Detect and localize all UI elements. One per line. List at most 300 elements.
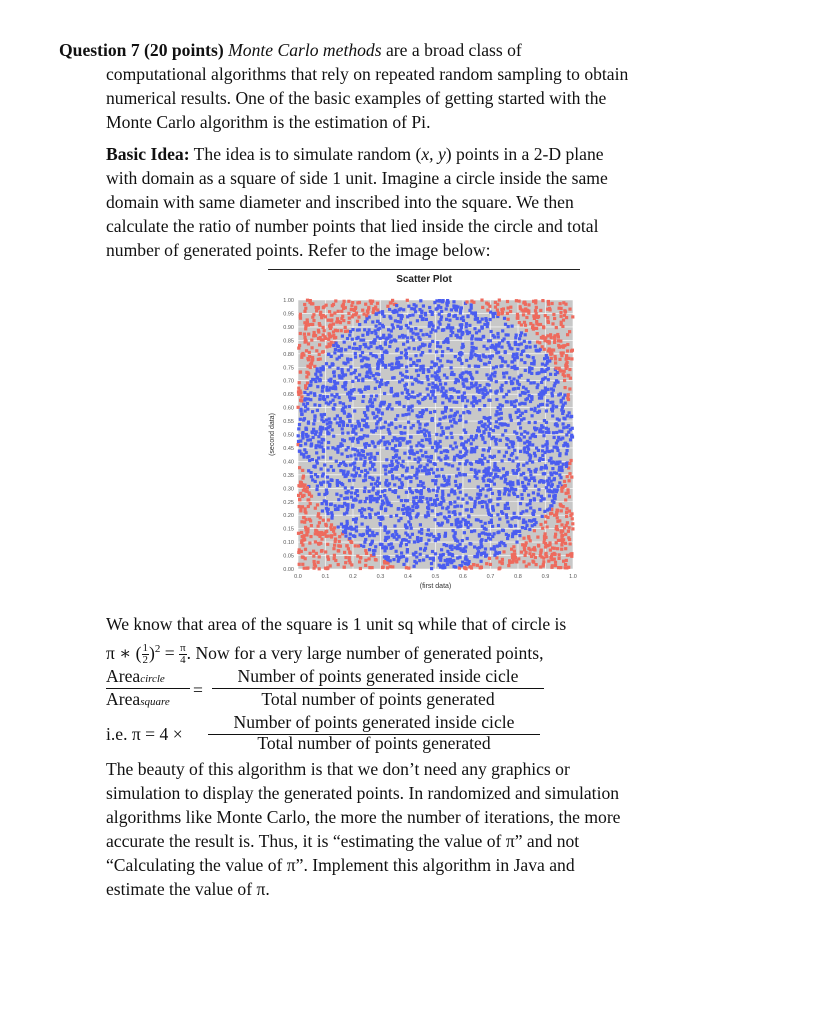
- point-inside-circle: [394, 467, 397, 470]
- point-inside-circle: [506, 537, 509, 540]
- point-inside-circle: [489, 428, 492, 431]
- point-inside-circle: [546, 508, 549, 511]
- point-inside-circle: [458, 455, 461, 458]
- point-inside-circle: [391, 323, 394, 326]
- point-inside-circle: [325, 492, 328, 495]
- point-inside-circle: [458, 512, 461, 515]
- point-inside-circle: [507, 364, 510, 367]
- point-outside-circle: [299, 509, 302, 512]
- point-inside-circle: [377, 411, 380, 414]
- point-inside-circle: [429, 349, 432, 352]
- point-inside-circle: [511, 325, 514, 328]
- point-inside-circle: [535, 468, 538, 471]
- point-inside-circle: [470, 337, 473, 340]
- point-inside-circle: [417, 347, 420, 350]
- point-inside-circle: [392, 558, 395, 561]
- point-outside-circle: [541, 299, 544, 302]
- point-inside-circle: [537, 493, 540, 496]
- point-outside-circle: [351, 315, 354, 318]
- point-outside-circle: [507, 318, 510, 321]
- point-outside-circle: [566, 475, 569, 478]
- point-inside-circle: [366, 453, 369, 456]
- point-inside-circle: [408, 511, 411, 514]
- point-inside-circle: [553, 488, 556, 491]
- point-inside-circle: [393, 394, 396, 397]
- point-outside-circle: [559, 311, 562, 314]
- point-inside-circle: [400, 437, 403, 440]
- point-outside-circle: [328, 325, 331, 328]
- point-inside-circle: [368, 534, 371, 537]
- point-inside-circle: [391, 407, 394, 410]
- point-inside-circle: [346, 508, 349, 511]
- point-inside-circle: [541, 430, 544, 433]
- point-inside-circle: [366, 408, 369, 411]
- point-outside-circle: [350, 304, 353, 307]
- point-inside-circle: [407, 421, 410, 424]
- point-outside-circle: [347, 312, 350, 315]
- point-inside-circle: [362, 339, 365, 342]
- point-inside-circle: [313, 465, 316, 468]
- point-inside-circle: [329, 456, 332, 459]
- point-inside-circle: [447, 494, 450, 497]
- point-inside-circle: [529, 470, 532, 473]
- point-inside-circle: [428, 345, 431, 348]
- point-inside-circle: [558, 473, 561, 476]
- point-outside-circle: [557, 344, 560, 347]
- point-inside-circle: [436, 357, 439, 360]
- point-outside-circle: [322, 306, 325, 309]
- point-inside-circle: [407, 347, 410, 350]
- point-outside-circle: [555, 527, 558, 530]
- point-outside-circle: [297, 406, 300, 409]
- point-inside-circle: [325, 427, 328, 430]
- point-inside-circle: [497, 406, 500, 409]
- point-inside-circle: [483, 457, 486, 460]
- point-inside-circle: [319, 374, 322, 377]
- point-inside-circle: [435, 433, 438, 436]
- point-inside-circle: [333, 374, 336, 377]
- conclusion-line: “Calculating the value of π”. Implement this algorithm in Java and: [106, 855, 575, 875]
- point-inside-circle: [562, 426, 565, 429]
- point-inside-circle: [516, 379, 519, 382]
- point-inside-circle: [520, 473, 523, 476]
- point-inside-circle: [507, 446, 510, 449]
- point-inside-circle: [498, 542, 501, 545]
- point-inside-circle: [443, 543, 446, 546]
- point-inside-circle: [419, 315, 422, 318]
- point-outside-circle: [307, 333, 310, 336]
- point-outside-circle: [567, 491, 570, 494]
- point-inside-circle: [514, 524, 517, 527]
- point-inside-circle: [363, 443, 366, 446]
- point-outside-circle: [389, 301, 392, 304]
- point-inside-circle: [343, 502, 346, 505]
- point-inside-circle: [369, 516, 372, 519]
- point-inside-circle: [494, 346, 497, 349]
- point-inside-circle: [323, 398, 326, 401]
- point-inside-circle: [421, 439, 424, 442]
- point-inside-circle: [406, 533, 409, 536]
- point-inside-circle: [444, 534, 447, 537]
- point-inside-circle: [507, 493, 510, 496]
- point-inside-circle: [371, 320, 374, 323]
- point-inside-circle: [507, 424, 510, 427]
- point-inside-circle: [343, 341, 346, 344]
- point-inside-circle: [447, 324, 450, 327]
- point-inside-circle: [464, 431, 467, 434]
- point-inside-circle: [494, 413, 497, 416]
- y-tick-label: 0.45: [283, 445, 294, 452]
- point-inside-circle: [397, 363, 400, 366]
- point-inside-circle: [501, 329, 504, 332]
- point-outside-circle: [485, 562, 488, 565]
- point-inside-circle: [475, 518, 478, 521]
- point-outside-circle: [570, 357, 573, 360]
- point-inside-circle: [328, 365, 331, 368]
- point-outside-circle: [308, 491, 311, 494]
- point-outside-circle: [333, 554, 336, 557]
- point-inside-circle: [384, 441, 387, 444]
- point-inside-circle: [346, 357, 349, 360]
- point-inside-circle: [402, 563, 405, 566]
- basic-idea-line: calculate the ratio of number points that lied inside the circle and total: [106, 216, 599, 236]
- point-outside-circle: [562, 373, 565, 376]
- point-outside-circle: [565, 316, 568, 319]
- point-inside-circle: [419, 299, 422, 302]
- point-inside-circle: [443, 484, 446, 487]
- point-inside-circle: [377, 477, 380, 480]
- point-inside-circle: [460, 317, 463, 320]
- point-inside-circle: [372, 354, 375, 357]
- point-inside-circle: [549, 373, 552, 376]
- point-inside-circle: [462, 547, 465, 550]
- point-inside-circle: [500, 417, 503, 420]
- point-inside-circle: [486, 325, 489, 328]
- point-inside-circle: [563, 442, 566, 445]
- point-inside-circle: [475, 434, 478, 437]
- point-inside-circle: [560, 409, 563, 412]
- point-inside-circle: [458, 556, 461, 559]
- point-inside-circle: [530, 408, 533, 411]
- point-inside-circle: [328, 483, 331, 486]
- point-outside-circle: [509, 306, 512, 309]
- point-inside-circle: [299, 408, 302, 411]
- point-inside-circle: [548, 477, 551, 480]
- point-outside-circle: [330, 528, 333, 531]
- point-inside-circle: [534, 421, 537, 424]
- point-inside-circle: [301, 413, 304, 416]
- point-inside-circle: [431, 340, 434, 343]
- point-inside-circle: [490, 547, 493, 550]
- point-inside-circle: [488, 478, 491, 481]
- point-outside-circle: [330, 314, 333, 317]
- point-outside-circle: [303, 534, 306, 537]
- point-inside-circle: [309, 383, 312, 386]
- point-inside-circle: [464, 405, 467, 408]
- point-inside-circle: [313, 415, 316, 418]
- point-inside-circle: [550, 473, 553, 476]
- point-inside-circle: [454, 480, 457, 483]
- point-outside-circle: [568, 526, 571, 529]
- point-inside-circle: [506, 520, 509, 523]
- point-inside-circle: [509, 484, 512, 487]
- point-inside-circle: [331, 362, 334, 365]
- point-inside-circle: [340, 368, 343, 371]
- point-inside-circle: [457, 497, 460, 500]
- point-inside-circle: [556, 371, 559, 374]
- point-inside-circle: [442, 392, 445, 395]
- point-outside-circle: [551, 558, 554, 561]
- point-outside-circle: [307, 498, 310, 501]
- point-inside-circle: [343, 439, 346, 442]
- point-inside-circle: [509, 440, 512, 443]
- point-inside-circle: [428, 434, 431, 437]
- point-inside-circle: [483, 345, 486, 348]
- point-inside-circle: [325, 419, 328, 422]
- point-inside-circle: [374, 545, 377, 548]
- point-inside-circle: [534, 345, 537, 348]
- point-inside-circle: [344, 348, 347, 351]
- point-outside-circle: [537, 544, 540, 547]
- point-inside-circle: [336, 484, 339, 487]
- point-inside-circle: [426, 511, 429, 514]
- point-inside-circle: [425, 429, 428, 432]
- point-inside-circle: [541, 445, 544, 448]
- point-inside-circle: [465, 494, 468, 497]
- point-inside-circle: [342, 361, 345, 364]
- point-inside-circle: [394, 530, 397, 533]
- basic-idea-text: ) points in a 2-D plane: [445, 144, 604, 164]
- point-inside-circle: [558, 454, 561, 457]
- point-inside-circle: [520, 358, 523, 361]
- point-inside-circle: [502, 372, 505, 375]
- point-inside-circle: [379, 404, 382, 407]
- point-inside-circle: [406, 467, 409, 470]
- point-outside-circle: [332, 323, 335, 326]
- point-inside-circle: [450, 425, 453, 428]
- point-outside-circle: [547, 303, 550, 306]
- point-outside-circle: [564, 542, 567, 545]
- point-inside-circle: [332, 371, 335, 374]
- question-intro-rest: are a broad class of: [385, 40, 522, 60]
- point-outside-circle: [545, 544, 548, 547]
- point-outside-circle: [480, 299, 483, 302]
- point-outside-circle: [337, 544, 340, 547]
- point-inside-circle: [426, 463, 429, 466]
- point-inside-circle: [525, 509, 528, 512]
- point-outside-circle: [311, 346, 314, 349]
- point-outside-circle: [314, 532, 317, 535]
- point-outside-circle: [334, 336, 337, 339]
- point-outside-circle: [330, 341, 333, 344]
- point-outside-circle: [540, 549, 543, 552]
- point-inside-circle: [499, 356, 502, 359]
- point-inside-circle: [468, 324, 471, 327]
- point-inside-circle: [539, 403, 542, 406]
- point-inside-circle: [457, 390, 460, 393]
- point-inside-circle: [357, 441, 360, 444]
- point-outside-circle: [543, 339, 546, 342]
- point-inside-circle: [436, 345, 439, 348]
- point-outside-circle: [357, 544, 360, 547]
- point-outside-circle: [333, 312, 336, 315]
- point-inside-circle: [303, 455, 306, 458]
- point-inside-circle: [525, 524, 528, 527]
- point-inside-circle: [382, 334, 385, 337]
- point-inside-circle: [350, 526, 353, 529]
- point-inside-circle: [348, 537, 351, 540]
- point-inside-circle: [426, 501, 429, 504]
- point-inside-circle: [482, 354, 485, 357]
- point-inside-circle: [382, 363, 385, 366]
- point-inside-circle: [413, 540, 416, 543]
- point-inside-circle: [421, 409, 424, 412]
- point-inside-circle: [449, 420, 452, 423]
- point-inside-circle: [439, 512, 442, 515]
- point-outside-circle: [566, 343, 569, 346]
- point-inside-circle: [495, 410, 498, 413]
- point-outside-circle: [567, 398, 570, 401]
- point-inside-circle: [397, 495, 400, 498]
- x-tick-label: 0.1: [321, 574, 330, 580]
- point-inside-circle: [489, 346, 492, 349]
- point-inside-circle: [493, 462, 496, 465]
- point-inside-circle: [524, 369, 527, 372]
- point-inside-circle: [474, 318, 477, 321]
- point-inside-circle: [478, 430, 481, 433]
- point-outside-circle: [311, 356, 314, 359]
- point-inside-circle: [470, 530, 473, 533]
- point-inside-circle: [457, 468, 460, 471]
- point-outside-circle: [560, 509, 563, 512]
- point-outside-circle: [567, 536, 570, 539]
- point-inside-circle: [418, 359, 421, 362]
- point-outside-circle: [524, 308, 527, 311]
- point-outside-circle: [309, 502, 312, 505]
- point-inside-circle: [342, 530, 345, 533]
- point-inside-circle: [376, 500, 379, 503]
- point-inside-circle: [384, 481, 387, 484]
- point-inside-circle: [359, 500, 362, 503]
- point-inside-circle: [363, 411, 366, 414]
- point-inside-circle: [530, 372, 533, 375]
- equals-sign: =: [193, 680, 203, 700]
- point-inside-circle: [315, 451, 318, 454]
- point-inside-circle: [441, 401, 444, 404]
- point-inside-circle: [536, 386, 539, 389]
- point-inside-circle: [524, 410, 527, 413]
- y-tick-label: 0.20: [283, 513, 294, 520]
- point-inside-circle: [395, 459, 398, 462]
- point-inside-circle: [359, 345, 362, 348]
- point-inside-circle: [519, 502, 522, 505]
- point-inside-circle: [395, 550, 398, 553]
- point-inside-circle: [478, 533, 481, 536]
- point-inside-circle: [364, 386, 367, 389]
- point-inside-circle: [396, 394, 399, 397]
- point-outside-circle: [469, 565, 472, 568]
- point-inside-circle: [395, 514, 398, 517]
- point-inside-circle: [437, 388, 440, 391]
- point-inside-circle: [336, 414, 339, 417]
- point-inside-circle: [533, 381, 536, 384]
- point-inside-circle: [478, 329, 481, 332]
- point-inside-circle: [427, 528, 430, 531]
- point-inside-circle: [544, 364, 547, 367]
- point-outside-circle: [306, 566, 309, 569]
- point-outside-circle: [507, 564, 510, 567]
- point-inside-circle: [416, 319, 419, 322]
- point-outside-circle: [546, 525, 549, 528]
- point-outside-circle: [565, 524, 568, 527]
- point-inside-circle: [366, 405, 369, 408]
- point-inside-circle: [423, 432, 426, 435]
- point-outside-circle: [560, 315, 563, 318]
- point-inside-circle: [465, 322, 468, 325]
- point-inside-circle: [400, 431, 403, 434]
- basic-idea-heading: Basic Idea:: [106, 144, 190, 164]
- point-outside-circle: [299, 399, 302, 402]
- point-inside-circle: [322, 481, 325, 484]
- point-inside-circle: [361, 334, 364, 337]
- point-inside-circle: [405, 477, 408, 480]
- point-inside-circle: [452, 511, 455, 514]
- point-inside-circle: [338, 505, 341, 508]
- point-inside-circle: [384, 526, 387, 529]
- x-tick-label: 0.6: [459, 574, 467, 580]
- point-inside-circle: [361, 523, 364, 526]
- point-outside-circle: [343, 566, 346, 569]
- point-inside-circle: [310, 380, 313, 383]
- x-tick-label: 0.2: [349, 574, 357, 580]
- point-inside-circle: [417, 415, 420, 418]
- point-inside-circle: [480, 543, 483, 546]
- point-inside-circle: [434, 479, 437, 482]
- point-inside-circle: [442, 328, 445, 331]
- point-inside-circle: [438, 379, 441, 382]
- point-inside-circle: [523, 361, 526, 364]
- point-inside-circle: [341, 427, 344, 430]
- point-outside-circle: [338, 535, 341, 538]
- point-inside-circle: [455, 309, 458, 312]
- point-inside-circle: [336, 357, 339, 360]
- point-inside-circle: [350, 491, 353, 494]
- point-inside-circle: [515, 541, 518, 544]
- point-inside-circle: [385, 547, 388, 550]
- point-inside-circle: [552, 431, 555, 434]
- point-inside-circle: [466, 386, 469, 389]
- point-outside-circle: [349, 540, 352, 543]
- point-inside-circle: [422, 304, 425, 307]
- point-inside-circle: [433, 410, 436, 413]
- point-inside-circle: [361, 436, 364, 439]
- point-outside-circle: [524, 324, 527, 327]
- point-inside-circle: [363, 541, 366, 544]
- point-inside-circle: [502, 395, 505, 398]
- point-inside-circle: [519, 426, 522, 429]
- point-inside-circle: [417, 420, 420, 423]
- point-inside-circle: [453, 389, 456, 392]
- point-inside-circle: [320, 467, 323, 470]
- point-outside-circle: [329, 334, 332, 337]
- point-inside-circle: [498, 518, 501, 521]
- point-inside-circle: [405, 324, 408, 327]
- point-inside-circle: [420, 537, 423, 540]
- point-outside-circle: [535, 306, 538, 309]
- point-inside-circle: [315, 488, 318, 491]
- point-inside-circle: [465, 562, 468, 565]
- point-inside-circle: [343, 410, 346, 413]
